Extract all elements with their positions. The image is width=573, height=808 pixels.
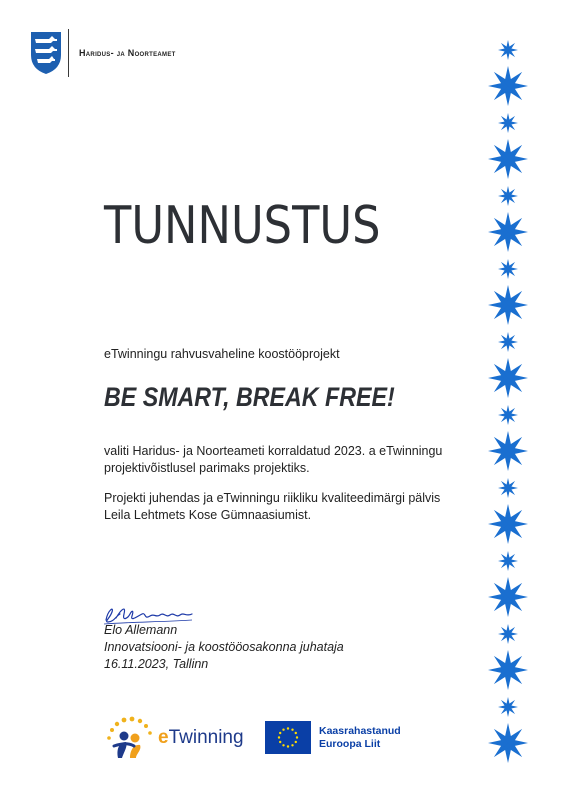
small-star-icon — [498, 259, 518, 279]
eu-star-icon — [279, 732, 281, 734]
signer-name: Elo Allemann — [104, 623, 178, 637]
small-star-icon — [498, 624, 518, 644]
eu-star-icon — [279, 741, 281, 743]
eu-star-icon — [291, 744, 293, 746]
large-star-icon — [488, 285, 528, 325]
document-title: TUNNUSTUS — [104, 196, 381, 256]
eu-star-icon — [291, 729, 293, 731]
decorative-star-column — [478, 38, 538, 800]
intro-text: eTwinningu rahvusvaheline koostööprojekt — [104, 347, 340, 361]
agency-name: Haridus- ja Noorteamet — [79, 48, 176, 58]
large-star-icon — [488, 358, 528, 398]
etwinning-text: Twinning — [168, 727, 244, 748]
small-star-icon — [498, 186, 518, 206]
eu-star-icon — [287, 727, 289, 729]
eu-star-icon — [282, 729, 284, 731]
small-star-icon — [498, 332, 518, 352]
eu-text — [319, 725, 401, 751]
paragraph-award — [104, 443, 442, 477]
eu-line1: Kaasrahastanud — [319, 724, 401, 737]
large-star-icon — [488, 212, 528, 252]
paragraph-supervisor — [104, 490, 440, 524]
date-place: 16.11.2023, Tallinn — [104, 657, 209, 671]
eu-star-icon — [295, 732, 297, 734]
estonian-coat-of-arms-icon — [30, 31, 62, 75]
small-star-icon — [498, 478, 518, 498]
small-star-icon — [498, 40, 518, 60]
paragraph-supervisor-line2: Leila Lehtmets Kose Gümnaasiumist. — [104, 508, 312, 522]
eu-star-icon — [278, 736, 280, 738]
etwinning-logo — [104, 716, 244, 760]
large-star-icon — [488, 66, 528, 106]
eu-flag-icon — [265, 721, 311, 754]
eu-star-icon — [295, 741, 297, 743]
eu-star-icon — [282, 744, 284, 746]
paragraph-award-line1: valiti Haridus- ja Noorteameti korraldatud 2023. a eTwinningu — [104, 444, 443, 458]
large-star-icon — [488, 139, 528, 179]
small-star-icon — [498, 551, 518, 571]
small-star-icon — [498, 405, 518, 425]
eu-line2: Euroopa Liit — [319, 737, 381, 750]
project-name: BE SMART, BREAK FREE! — [104, 382, 395, 412]
large-star-icon — [488, 650, 528, 690]
large-star-icon — [488, 577, 528, 617]
paragraph-supervisor-line1: Projekti juhendas ja eTwinningu riikliku kvaliteedimärgi pälvis — [104, 491, 441, 505]
small-star-icon — [498, 697, 518, 717]
eu-star-icon — [296, 736, 298, 738]
signer-title: Innovatsiooni- ja koostööosakonna juhataja — [104, 640, 344, 654]
large-star-icon — [488, 504, 528, 544]
eu-star-icon — [287, 745, 289, 747]
paragraph-award-line2: projektivõistlusel parimaks projektiks. — [104, 461, 310, 475]
header — [30, 30, 176, 76]
large-star-icon — [488, 431, 528, 471]
header-divider — [68, 29, 69, 77]
small-star-icon — [498, 113, 518, 133]
etwinning-prefix: e — [158, 727, 169, 748]
large-star-icon — [488, 723, 528, 763]
signature-block — [104, 622, 344, 673]
etwinning-logo-icon — [104, 716, 156, 760]
etwinning-wordmark — [158, 727, 244, 749]
eu-cofunding-logo — [265, 721, 401, 754]
